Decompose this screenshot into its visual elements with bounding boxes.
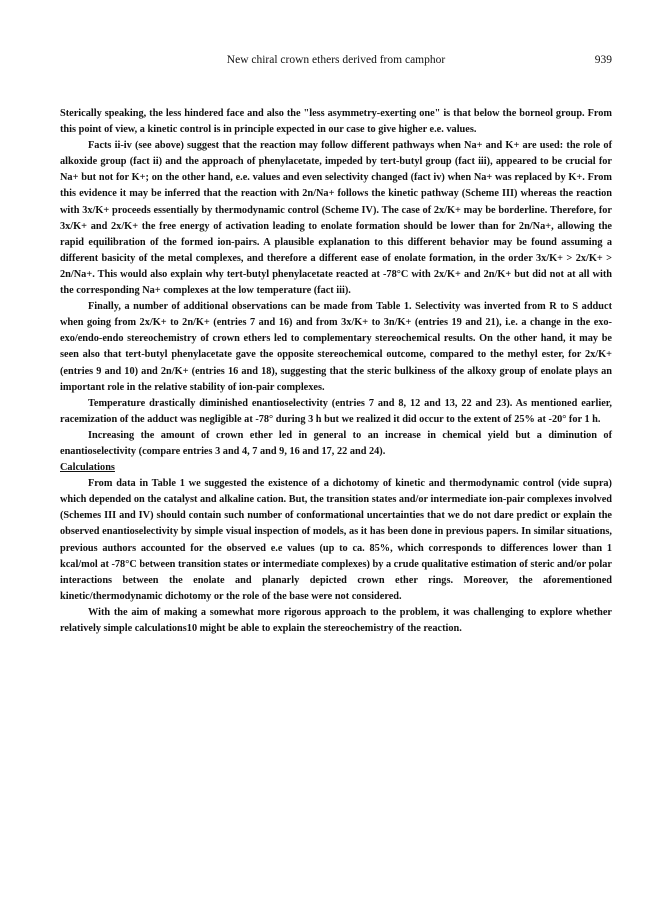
paragraph-3: Finally, a number of additional observations can be made from Table 1. Selectivity was inverted from R to S adduct when going from 2x/K+ to 2n/K+ (entries 7 and 16) and from 3x/K+ to 3n/K+ (entries 19 and 21), i.e. a change in the exo-exo/endo-endo stereochemistry of crown ethers led to complementary stereochemical results. On the other hand, it may be seen also that tert-butyl phenylacetate gave the opposite stereochemical outcome, compared to the methyl ester, for 2x/K+ (entries 9 and 10) and 2n/K+ (entries 16 and 18), suggesting that the steric bulkiness of the alkoxy group of enolate plays an important role in the relative stability of ion-pair complexes. bbox=[60, 301, 612, 393]
paragraph-7: With the aim of making a somewhat more rigorous approach to the problem, it was challenging to explore whether relatively simple calculations10 might be able to explain the stereochemistry of the reaction. bbox=[60, 606, 612, 634]
body-text bbox=[60, 106, 612, 637]
page-number: 939 bbox=[594, 54, 612, 66]
paragraph-2: Facts ii-iv (see above) suggest that the reaction may follow different pathways when Na+ and K+ are used: the role of alkoxide group (fact ii) and the approach of phenylacetate, impeded by tert-butyl group (fact iii), appeared to be crucial for Na+ but not for K+; on the other hand, e.e. values and even selectivity changed (fact iv) when Na+ was replaced by K+. From this evidence it may be inferred that the reaction with 2n/Na+ follows the kinetic pathway (Scheme III) whereas the reaction with 3x/K+ proceeds essentially by thermodynamic control (Scheme IV). The case of 2x/K+ may be borderline. Therefore, for 3x/K+ and 2x/K+ the free energy of activation leading to enolate formation should be lower than for 2n/Na+, allowing the rapid equilibration of the formed ion-pairs. A plausible explanation to this different behavior may be found assuming a different basicity of the metal complexes, and therefore a different ease of enolate formation, in the order 3x/K+ > 2x/K+ > 2n/Na+. This would also explain why tert-butyl phenylacetate reacted at -78°C with 2x/K+ and 2n/K+ but did not at all with the corresponding Na+ complexes at the low temperature (fact iii). bbox=[60, 140, 612, 297]
paragraph-6: From data in Table 1 we suggested the existence of a dichotomy of kinetic and thermodynamic control (vide supra) which depended on the catalyst and alkaline cation. But, the transition states and/or intermediate ion-pair complexes involved (Schemes III and IV) should contain such number of conformational uncertainties that we do not dare predict or explain the observed enantioselectivity by simple visual inspection of models, as it has been done in previous papers. In similar situations, previous authors accounted for the observed e.e values (up to ca. 85%, which corresponds to differences lower than 1 kcal/mol at -78°C between transition states or intermediate complexes) by a crude qualitative estimation of steric and/or polar interactions between the enolate and planarly depicted crown ether rings. Moreover, the aforementioned kinetic/thermodynamic dichotomy or the role of the base were not considered. bbox=[60, 478, 612, 602]
running-title: New chiral crown ethers derived from camphor bbox=[226, 54, 446, 66]
paragraph-5: Increasing the amount of crown ether led in general to an increase in chemical yield but a diminution of enantioselectivity (compare entries 3 and 4, 7 and 9, 16 and 17, 22 and 24). bbox=[60, 429, 612, 457]
section-heading-calculations: Calculations bbox=[60, 462, 115, 474]
paragraph-1: Sterically speaking, the less hindered face and also the "less asymmetry-exerting one" is that below the borneol group. From this point of view, a kinetic control is in principle expected in our case to give higher e.e. values. bbox=[60, 108, 612, 136]
paragraph-4: Temperature drastically diminished enantioselectivity (entries 7 and 8, 12 and 13, 22 and 23). As mentioned earlier, racemization of the adduct was negligible at -78° during 3 h but we realized it did occur to the extent of 25% at -20° for 1 h. bbox=[60, 397, 612, 425]
